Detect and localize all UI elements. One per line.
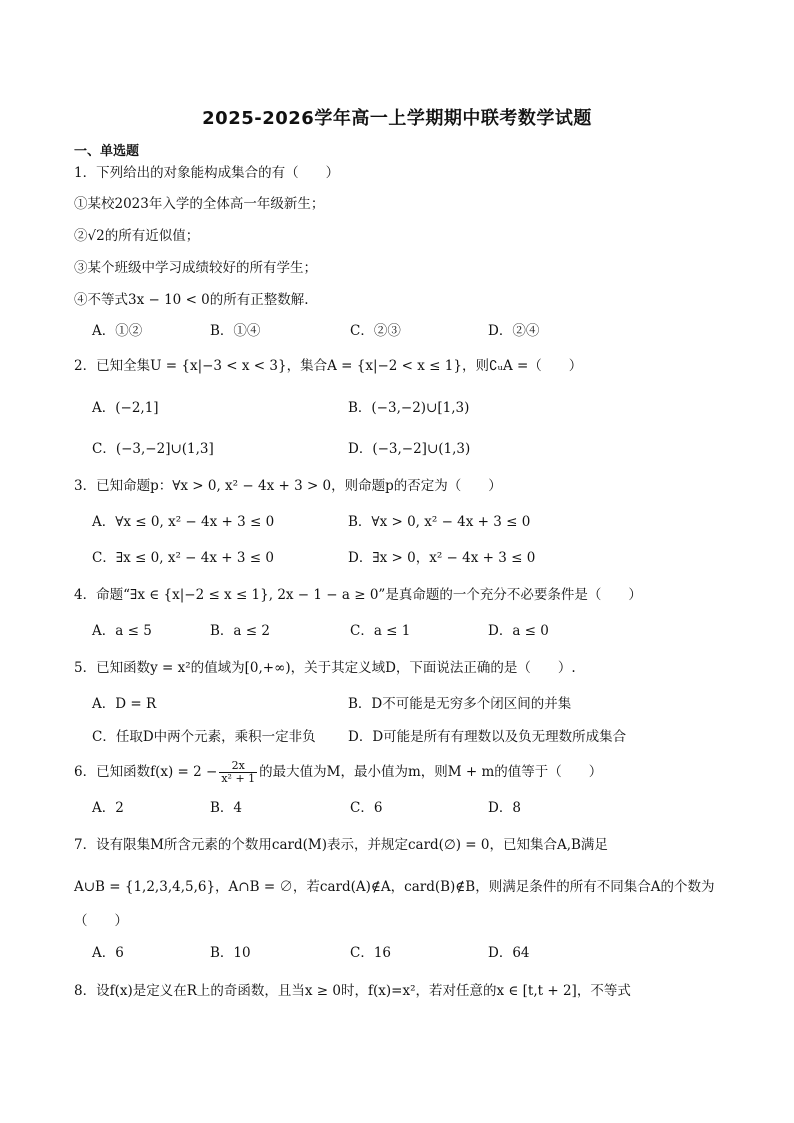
q8-stem: 8．设f(x)是定义在R上的奇函数，且当x ≥ 0时，f(x)=x²，若对任意的x ∈ [t,t + 2]，不等式 [74,983,631,999]
q2-option-d: D．(−3,−2]∪(1,3) [348,441,471,457]
q6-stem-prefix: 6．已知函数f(x) = 2 − [74,764,218,780]
q5-option-b: B．D不可能是无穷多个闭区间的并集 [348,696,572,712]
q6-stem-suffix: 的最大值为M，最小值为m，则M + m的值等于（ ） [259,764,603,780]
q6-fraction-numerator: 2x [219,760,257,773]
section-heading: 一、单选题 [74,144,140,159]
q4-option-a: A．a ≤ 5 [92,623,152,639]
q6-fraction [219,760,257,785]
q1-option-b: B．①④ [210,323,261,339]
q4-option-d: D．a ≤ 0 [488,623,549,639]
q1-item-3: ③某个班级中学习成绩较好的所有学生； [74,260,317,276]
q6-stem [74,760,602,785]
q6-fraction-denominator: x² + 1 [221,772,256,785]
q4-option-b: B．a ≤ 2 [210,623,270,639]
q1-option-a: A．①② [92,323,143,339]
q5-option-d: D．D可能是所有有理数以及负无理数所成集合 [348,729,627,745]
q3-option-b: B．∀x > 0, x² − 4x + 3 ≤ 0 [348,514,531,530]
q6-option-a: A．2 [92,800,124,816]
q3-option-c: C．∃x ≤ 0, x² − 4x + 3 ≤ 0 [92,550,274,566]
q7-option-c: C．16 [350,945,392,961]
q7-option-d: D．64 [488,945,530,961]
q1-stem: 1．下列给出的对象能构成集合的有（ ） [74,165,340,181]
q7-line-2: A∪B = {1,2,3,4,5,6}，A∩B = ∅，若card(A)∉A，card(B)∉B，则满足条件的所有不同集合A的个数为 [74,879,715,895]
exam-title: 2025-2026学年高一上学期期中联考数学试题 [202,108,592,129]
q4-option-c: C．a ≤ 1 [350,623,411,639]
q1-item-1: ①某校2023年入学的全体高一年级新生； [74,196,325,212]
q2-option-b: B．(−3,−2)∪[1,3) [348,400,470,416]
q1-item-2: ②√2的所有近似值； [74,228,200,244]
q3-stem: 3．已知命题p：∀x > 0, x² − 4x + 3 > 0，则命题p的否定为（ ） [74,478,502,494]
q7-option-b: B．10 [210,945,251,961]
q2-stem: 2．已知全集U = {x|−3 < x < 3}，集合A = {x|−2 < x ≤ 1}，则∁ᵤA =（ ） [74,358,583,374]
q4-stem: 4．命题“∃x ∈ {x|−2 ≤ x ≤ 1}, 2x − 1 − a ≥ 0”是真命题的一个充分不必要条件是（ ） [74,587,642,603]
q6-option-c: C．6 [350,800,383,816]
q1-option-c: C．②③ [350,323,401,339]
q7-line-3: （ ） [74,913,128,929]
q2-option-a: A．(−2,1] [92,400,159,416]
q3-option-d: D．∃x > 0，x² − 4x + 3 ≤ 0 [348,550,536,566]
q3-option-a: A．∀x ≤ 0, x² − 4x + 3 ≤ 0 [92,514,275,530]
q5-stem: 5．已知函数y = x²的值域为[0,+∞)，关于其定义域D，下面说法正确的是（ ）. [74,660,576,676]
q6-option-d: D．8 [488,800,521,816]
q6-option-b: B．4 [210,800,243,816]
q7-stem: 7．设有限集M所含元素的个数用card(M)表示，并规定card(∅) = 0，已知集合A,B满足 [74,837,608,853]
q5-option-a: A．D = R [92,696,157,712]
q2-option-c: C．(−3,−2]∪(1,3] [92,441,214,457]
q1-option-d: D．②④ [488,323,540,339]
q1-item-4: ④不等式3x − 10 < 0的所有正整数解. [74,292,309,308]
q5-option-c: C．任取D中两个元素，乘积一定非负 [92,729,316,745]
q7-option-a: A．6 [92,945,124,961]
